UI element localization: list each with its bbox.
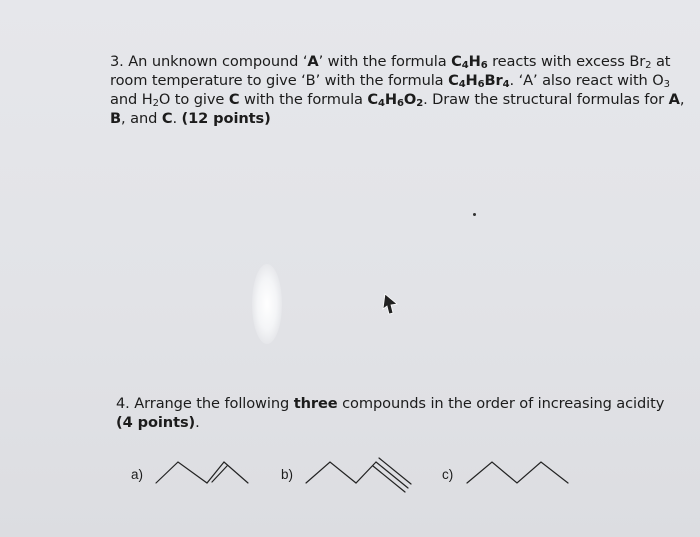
question-3: 3. An unknown compound ‘A’ with the formula $C_4H_6$ reacts with excess $Br_2$ at room temperature to give ‘B’ with the formula $C_4H_6Br_4$. ‘A’ also react with $O_3$ and $H_2O$ to give C with the formula $C_4H_6O_2$. Draw the structural formulas for A, B, and C. (12 points) <box>110 53 685 127</box>
q3-text: ’ with the formula <box>318 53 452 70</box>
q3-text: O to give <box>158 91 229 108</box>
q3-text: . ‘A’ also react with O <box>509 72 664 89</box>
q3-subscript: 2 <box>152 98 159 109</box>
formula-c4h6br4: $C_4H_6Br_4$ <box>448 72 510 90</box>
q3-compound-c: C <box>161 110 173 127</box>
q3-compound-b: B <box>110 110 122 127</box>
structure-a-label: a) <box>131 467 144 482</box>
formula-c4h6: $C_4H_6$ <box>451 53 488 71</box>
structure-a-alkene <box>156 462 248 483</box>
structure-c-alkane <box>467 462 568 483</box>
question-4: 4. Arrange the following three compounds in the order of increasing acidity (4 points). <box>116 395 665 431</box>
q3-compound-c: C <box>228 91 240 108</box>
q4-text: 4. Arrange the following <box>116 395 294 412</box>
q3-text: 3. An unknown compound ‘ <box>110 53 308 70</box>
structure-c-label: c) <box>442 467 454 482</box>
q3-text: reacts with excess Br <box>487 53 646 70</box>
q3-text: with the formula <box>239 91 368 108</box>
q3-subscript: 3 <box>663 79 670 90</box>
q3-points: (12 points) <box>181 110 271 127</box>
structure-b-alkyne <box>306 458 411 492</box>
q3-text: and H <box>110 91 153 108</box>
q3-compound-a: A <box>668 91 680 108</box>
q3-subscript: 2 <box>645 60 652 71</box>
formula-c4h6o2: $C_4H_6O_2$ <box>367 91 424 109</box>
q4-text: compounds in the order of increasing acidity <box>337 395 665 412</box>
q4-points: (4 points) <box>116 414 196 431</box>
q3-text: . Draw the structural formulas for <box>423 91 669 108</box>
q3-text: at room temperature to give ‘B’ with the formula <box>110 53 671 89</box>
structure-b-label: b) <box>281 467 294 482</box>
q4-emphasis: three <box>293 395 338 412</box>
q3-compound-a: A <box>307 53 319 70</box>
